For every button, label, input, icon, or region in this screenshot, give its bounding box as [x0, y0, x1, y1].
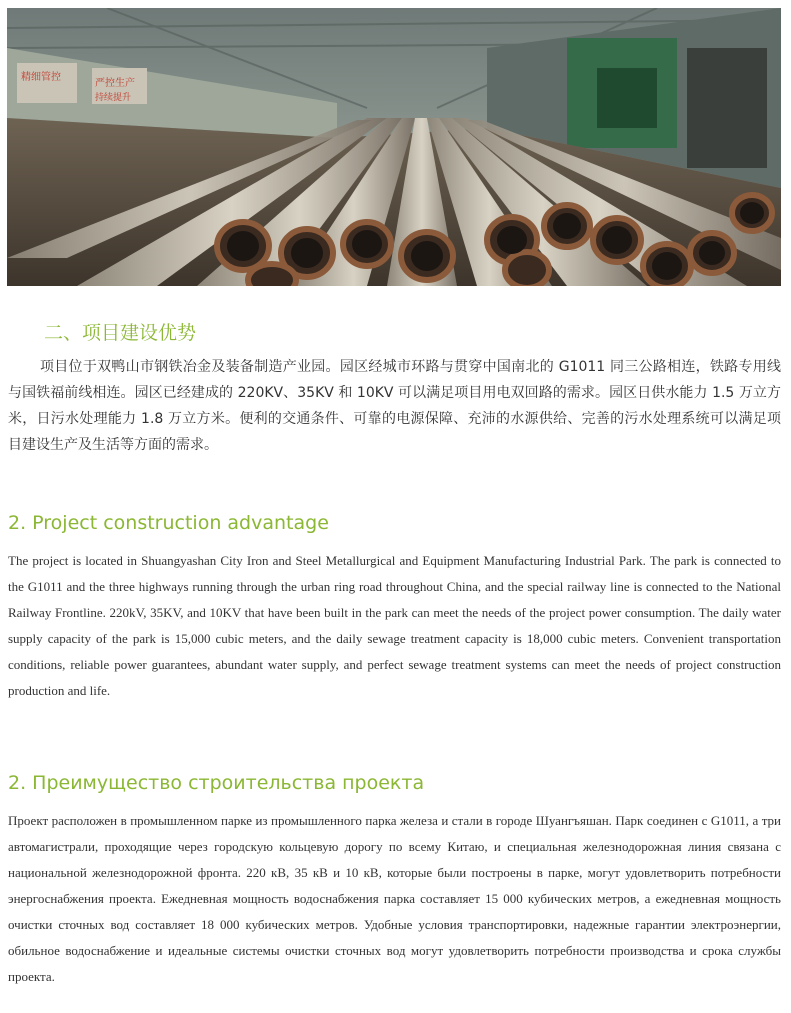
section-body-ru: Проект расположен в промышленном парке из промышленного парка железа и стали в городе Шуангъяшан. Парк соединен с G1011, а три автомагистрали, проходящие через городскую кольцевую дорогу по всему Китаю, и специальная железнодорожная линия связана с национальной железнодорожной фронта. 220 кВ, 35 кВ и 10 кВ, которые были построены в парке, могут удовлетворить потребности энергоснабжения проекта. Ежедневная мощность водоснабжения парка составляет 15 000 кубических метров, а ежедневная мощность очистки сточных вод составляет 18 000 кубических метров. Удобные условия транспортировки, надежные гарантии электроэнергии, обильное водоснабжение и идеальные системы очистки сточных вод могут удовлетворить потребности производства и срока службы проекта. — [8, 813, 781, 984]
section-body-cn: 项目位于双鸭山市钢铁冶金及装备制造产业园。园区经城市环路与贯穿中国南北的 G1011 同三公路相连，铁路专用线与国铁福前线相连。园区已经建成的 220KV、35KV 和 10KV 可以满足项目用电双回路的需求。园区日供水能力 1.5 万立方米，日污水处理能力 1.8 万立方米。便利的交通条件、可靠的电源保障、充沛的水源供给、完善的污水处理系统可以满足项目建设生产及生活等方面的需求。 — [8, 359, 781, 453]
banner-text-1: 精细管控 — [21, 72, 61, 83]
banner-text-3: 持续提升 — [95, 93, 132, 103]
steel-pipes-illustration — [7, 8, 781, 286]
section-heading-cn: 二、项目建设优势 — [44, 322, 197, 344]
section-body-en: The project is located in Shuangyashan City Iron and Steel Metallurgical and Equipment Manufacturing Industrial Park. The park is connected to the G1011 and the three highways running through the urban ring road throughout China, and the special railway line is connected to the National Railway Frontline. 220kV, 35KV, and 10KV that have been built in the park can meet the needs of the project power consumption. The daily water supply capacity of the park is 15,000 cubic meters, and the daily sewage treatment capacity is 18,000 cubic meters. Convenient transportation conditions, reliable power guarantees, abundant water supply, and perfect sewage treatment systems can meet the needs of project construction production and life. — [8, 553, 781, 698]
steel-pipes-photo — [7, 8, 781, 286]
banner-text-2: 严控生产 — [95, 78, 135, 89]
section-heading-ru: 2. Преимущество строительства проекта — [8, 772, 425, 794]
section-heading-en: 2. Project construction advantage — [8, 512, 329, 534]
